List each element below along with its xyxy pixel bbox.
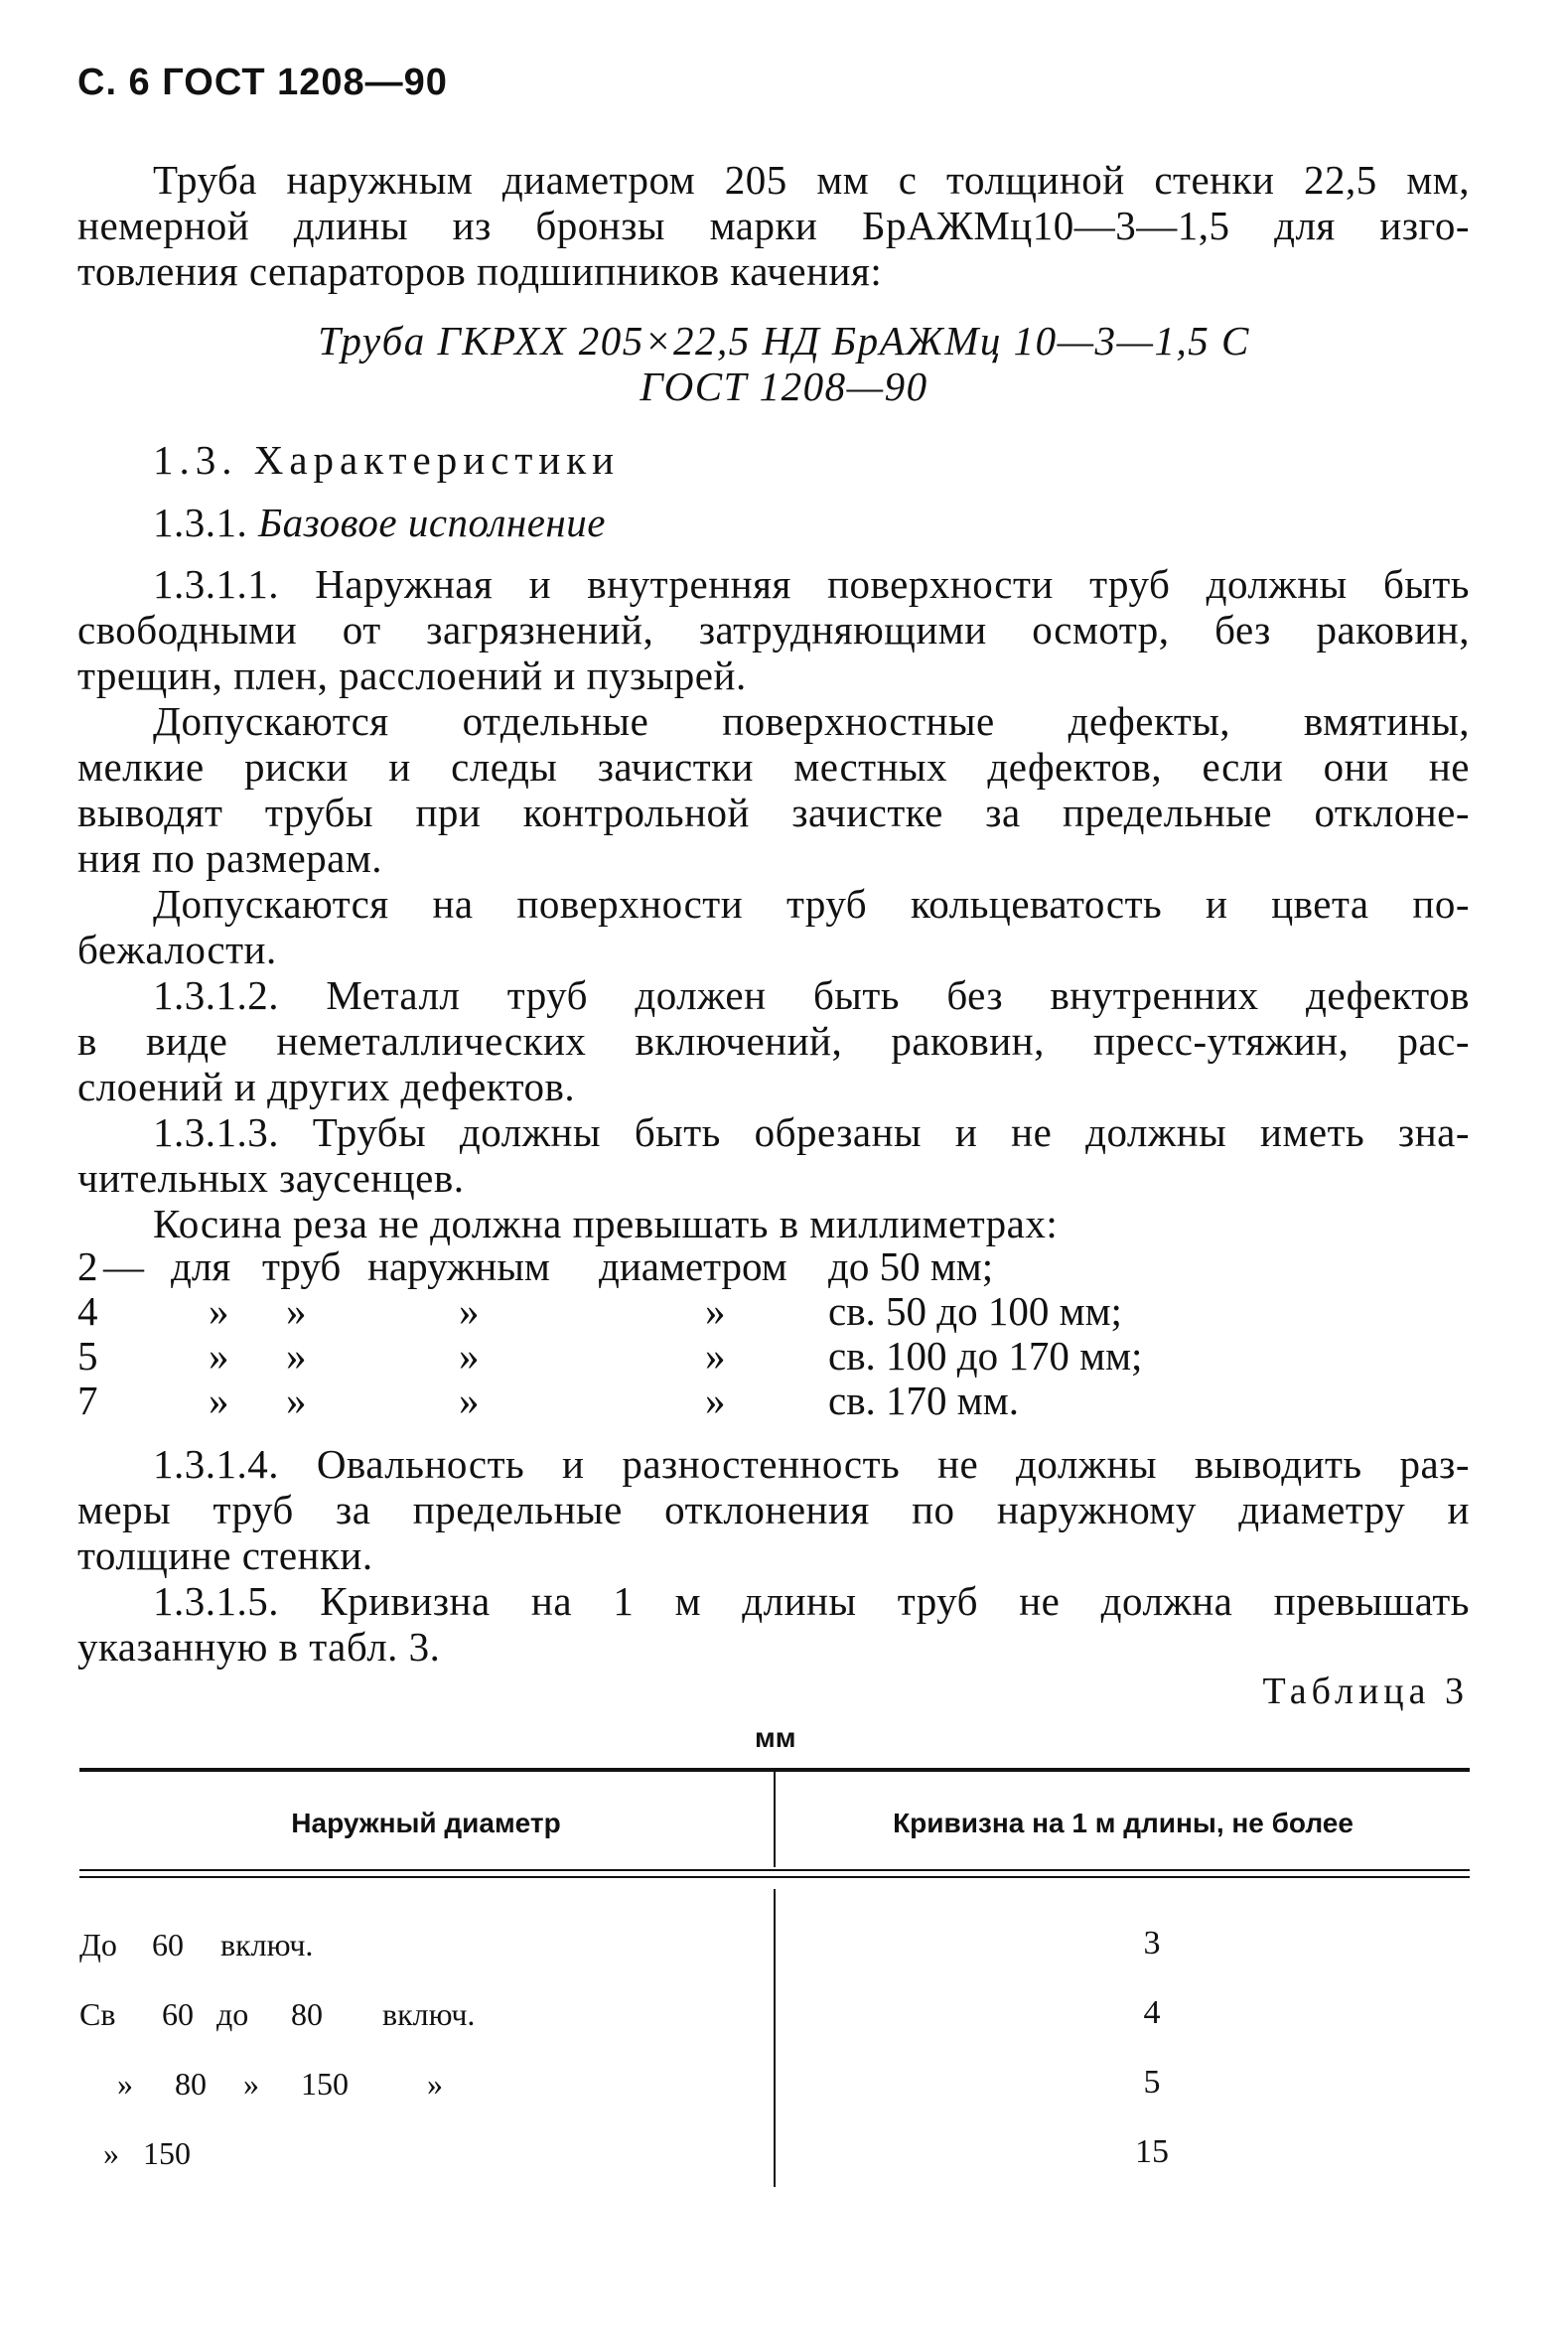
table-units: мм — [755, 1722, 796, 1753]
text-line: бежалости. — [77, 927, 277, 972]
table-header-rule — [79, 1876, 1470, 1878]
text-line: свободными от загрязнений, затрудняющими осмотр, без раковин, — [77, 607, 1470, 653]
text-line: меры труб за предельные отклонения по наружному диаметру и — [77, 1487, 1470, 1532]
subsection-number: 1.3.1. — [153, 500, 248, 545]
text-line: Допускаются отдельные поверхностные дефекты, вмятины, — [153, 698, 1470, 744]
subsection-title — [153, 500, 606, 545]
text-line: Допускаются на поверхности труб кольцеватость и цвета по- — [153, 881, 1470, 927]
body-paragraphs — [77, 561, 1470, 1246]
intro-paragraph — [77, 157, 1470, 294]
table-header-curvature: Кривизна на 1 м длины, не более — [893, 1808, 1354, 1838]
body-paragraphs-2 — [77, 1441, 1470, 1670]
text-line: 1.3.1.3. Трубы должны быть обрезаны и не должны иметь зна- — [153, 1109, 1470, 1155]
text-line: толщине стенки. — [77, 1532, 373, 1578]
text-line: 1.3.1.4. Овальность и разностенность не должны выводить раз- — [153, 1441, 1470, 1487]
text-line: указанную в табл. 3. — [77, 1624, 441, 1670]
table-header-diameter: Наружный диаметр — [291, 1808, 561, 1838]
table-caption: Таблица 3 — [1262, 1671, 1469, 1712]
text-line: 1.3.1.2. Металл труб должен быть без внутренних дефектов — [153, 972, 1470, 1018]
designation-line: Труба ГКРХХ 205×22,5 НД БрАЖМц 10—3—1,5 С — [318, 318, 1250, 363]
text-line: Косина реза не должна превышать в миллиметрах: — [153, 1201, 1059, 1246]
subsection-text: Базовое исполнение — [258, 500, 606, 545]
text-line: слоений и других дефектов. — [77, 1064, 576, 1109]
text-line: трещин, плен, расслоений и пузырей. — [77, 653, 747, 698]
text-line: ния по размерам. — [77, 835, 383, 881]
text-line: 1.3.1.5. Кривизна на 1 м длины труб не должна превышать — [153, 1578, 1470, 1624]
table-column-divider — [774, 1889, 776, 2187]
text-line: выводят трубы при контрольной зачистке за предельные отклоне- — [77, 790, 1470, 835]
text-line: Труба наружным диаметром 205 мм с толщиной стенки 22,5 мм, — [153, 157, 1470, 203]
text-line: 1.3.1.1. Наружная и внутренняя поверхности труб должны быть — [153, 561, 1470, 607]
section-title — [153, 437, 620, 483]
text-line: в виде неметаллических включений, раковин, пресс-утяжин, рас- — [77, 1018, 1470, 1064]
text-line: немерной длины из бронзы марки БрАЖМц10—3—1,5 для изго- — [77, 203, 1470, 248]
page-header: С. 6 ГОСТ 1208—90 — [77, 62, 448, 103]
text-line: мелкие риски и следы зачистки местных дефектов, если они не — [77, 744, 1470, 790]
document-page: С. 6 ГОСТ 1208—90 Труба наружным диаметром 205 мм с толщиной стенки 22,5 мм, немерной длины из бронзы марки БрАЖМц10—3—1,5 для изго- товления сепараторов подшипников качения: Труба ГКРХХ 205×22,5 НД БрАЖМц 10—3—1,5 С ГОСТ 1208—90 1.3. Характеристики 1.3.1. Базовое исполнение 1.3.1.1. Наружная и внутренняя поверхности труб должны быть свободными от загрязнений, затрудняющими осмотр, без раковин, трещин, плен, расслоений и пузырей. Допускаются отдельные поверхностные дефекты, вмятины, мелкие риски и следы зачистки местных дефектов, если они не выводят трубы при контрольной зачистке за предельные отклоне- ния по размерам. Допускаются на поверхности труб кольцеватость и цвета по- бежалости. 1.3.1.2. Металл труб должен быть без внутренних дефектов в виде неметаллических включений, раковин, пресс-утяжин, рас- слоений и других дефектов. 1.3.1.3. Трубы должны быть обрезаны и не должны иметь зна- чительных заусенцев. Косина реза не должна превышать в миллиметрах: 2 — для труб наружным диаметром до 50 мм; 4 » » » » св. 50 до 100 мм; 5 » » » » св. 100 до 170 мм; 7 » » » » св. 170 мм. 1.3.1.4. Овальность и разностенность не должны выводить раз- меры труб за предельные отклонения по наружному диаметру и толщине стенки. 1.3.1.5. Кривизна на 1 м длины труб не должна превышать указанную в табл. 3. Таблица 3 мм Наружный диаметр Кривизна на 1 м длины, не более До 60 включ. 3 Св 60 до 80 включ. 4 » 80 » 150 » 5 » 150 15 — [0, 0, 1568, 2325]
table-header-rule — [79, 1869, 1470, 1871]
designation-line: ГОСТ 1208—90 — [640, 363, 928, 409]
text-line: товления сепараторов подшипников качения: — [77, 248, 883, 294]
text-line: чительных заусенцев. — [77, 1155, 465, 1201]
section-title-text: 1.3. Характеристики — [153, 437, 621, 483]
